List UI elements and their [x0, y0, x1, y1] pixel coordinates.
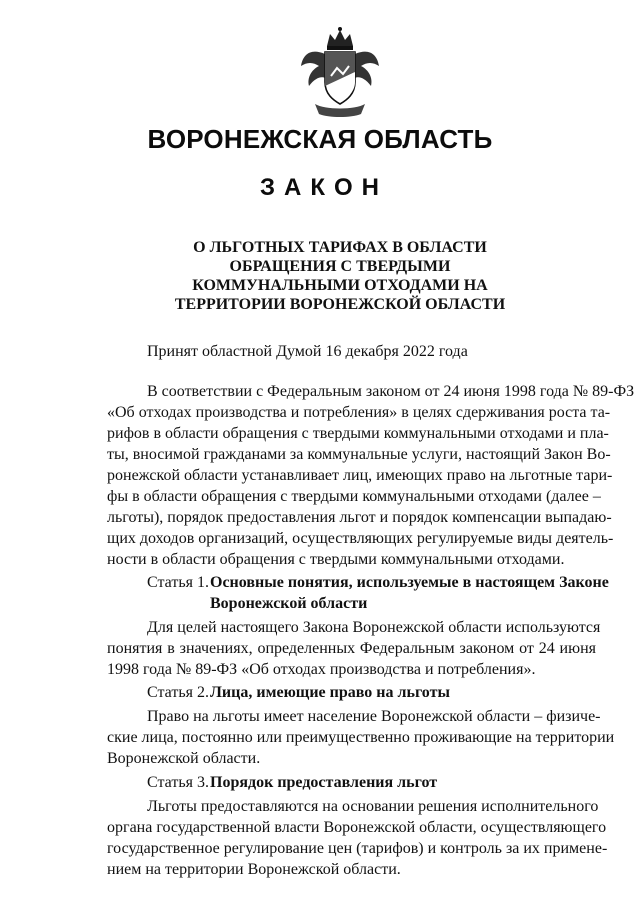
article-1-text: Для целей настоящего Закона Воронежской области используются: [147, 619, 601, 636]
preamble-line: рифов в области обращения с твердыми коммунальными отходами и пла-: [107, 425, 609, 442]
preamble-line: щих доходов организаций, осуществляющих регулируемые виды деятель-: [107, 530, 614, 547]
article-3-text: Льготы предоставляются на основании решения исполнительного: [147, 798, 599, 815]
preamble-line: «Об отходах производства и потребления» в целях сдерживания роста та-: [107, 404, 611, 421]
law-title-line: КОММУНАЛЬНЫМИ ОТХОДАМИ НА: [192, 277, 488, 294]
article-2-text: ские лица, постоянно или преимущественно проживающие на территории: [107, 729, 615, 746]
law-title-line: ТЕРРИТОРИИ ВОРОНЕЖСКОЙ ОБЛАСТИ: [174, 296, 506, 313]
preamble-line: льготы), порядок предоставления льгот и порядок компенсации выпадаю-: [107, 509, 612, 526]
document-type: ЗАКОН: [259, 174, 388, 201]
article-1-text: понятия в значениях, определенных Федеральным законом от 24 июня: [107, 640, 596, 657]
preamble-line: фы в области обращения с твердыми коммунальными отходами (далее –: [107, 488, 601, 505]
law-title-line: ОБРАЩЕНИЯ С ТВЕРДЫМИ: [229, 258, 451, 275]
article-3-text: нием на территории Воронежской области.: [107, 861, 401, 878]
preamble-line: ты, вносимой гражданами за коммунальные услуги, настоящий Закон Во-: [107, 446, 611, 463]
article-3-heading: Порядок предоставления льгот: [210, 774, 438, 791]
preamble-line: ности в области обращения с твердыми коммунальными отходами.: [107, 551, 565, 568]
article-3-text: органа государственной власти Воронежской области, осуществляющего: [107, 819, 607, 836]
article-1-heading: Воронежской области: [210, 595, 368, 612]
article-1-heading: Основные понятия, используемые в настоящем Законе: [210, 574, 609, 591]
adoption-date: Принят областной Думой 16 декабря 2022 года: [147, 343, 468, 360]
coat-of-arms-emblem: [297, 24, 383, 120]
law-title: [150, 238, 530, 314]
preamble-line: В соответствии с Федеральным законом от 24 июня 1998 года № 89-ФЗ: [147, 383, 635, 400]
article-2-heading: Лица, имеющие право на льготы: [210, 684, 450, 701]
article-1-label: Статья 1.: [147, 574, 209, 591]
article-2-label: Статья 2.: [147, 684, 209, 701]
preamble-line: ронежской области устанавливает лиц, имеющих право на льготные тари-: [107, 467, 613, 484]
article-2-text: Воронежской области.: [107, 750, 261, 767]
article-2-text: Право на льготы имеет население Воронежской области – физиче-: [147, 708, 601, 725]
region-title: ВОРОНЕЖСКАЯ ОБЛАСТЬ: [147, 124, 493, 154]
law-title-line: О ЛЬГОТНЫХ ТАРИФАХ В ОБЛАСТИ: [193, 239, 487, 256]
article-3-text: государственное регулирование цен (тарифов) и контроль за их примене-: [107, 840, 608, 857]
article-3-label: Статья 3.: [147, 774, 209, 791]
article-1-text: 1998 года № 89-ФЗ «Об отходах производства и потребления».: [107, 661, 536, 678]
